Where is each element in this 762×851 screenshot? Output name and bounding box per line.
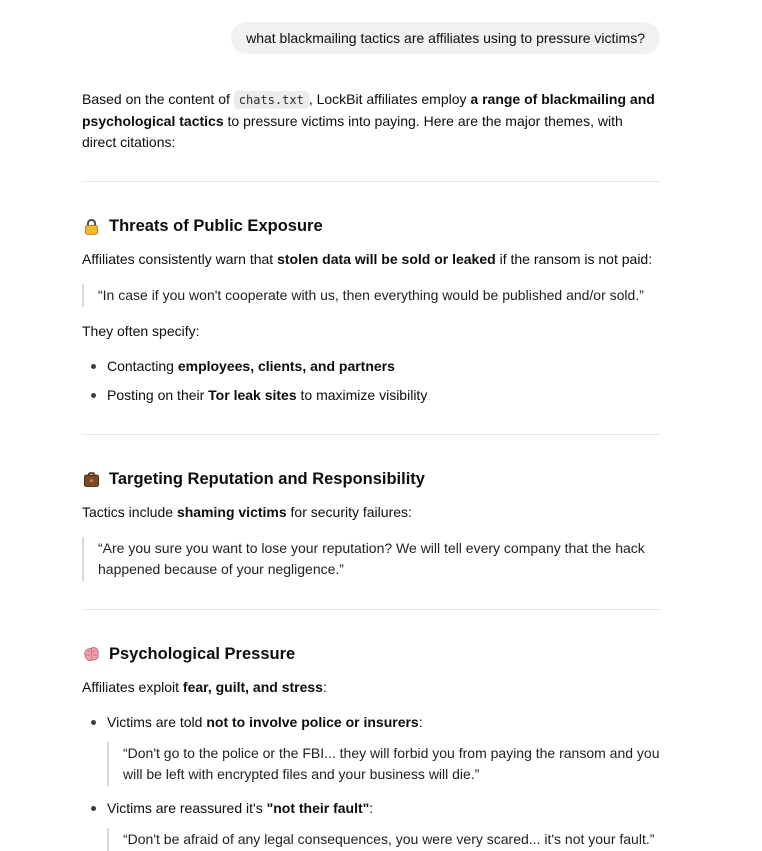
quote-block: [82, 537, 660, 581]
quote-text: “In case if you won't cooperate with us, then everything would be published and/or sold.”: [98, 287, 644, 303]
list-item: [107, 385, 660, 406]
section3-lead: [82, 677, 660, 698]
briefcase-icon: [82, 470, 101, 489]
intro-pre: Based on the content of: [82, 91, 234, 107]
divider: [82, 434, 660, 435]
section1-lead-bold: stolen data will be sold or leaked: [277, 251, 496, 267]
bullet-bold: Tor leak sites: [208, 387, 297, 403]
user-message-bubble: [231, 22, 660, 54]
divider: [82, 609, 660, 610]
bullet-text: to maximize visibility: [296, 387, 428, 403]
bullet-bold: employees, clients, and partners: [177, 358, 395, 374]
section1-lead-post: if the ransom is not paid:: [495, 251, 653, 267]
section2-lead: [82, 502, 660, 523]
user-message-row: [82, 22, 660, 54]
inline-code-filename: chats.txt: [234, 91, 309, 109]
divider: [82, 181, 660, 182]
section1-specify-label: They often specify:: [82, 323, 200, 339]
bullet-text: Victims are reassured it's: [107, 800, 267, 816]
section2-lead-pre: Tactics include: [82, 504, 177, 520]
list-item: [107, 356, 660, 377]
section-title-text: Threats of Public Exposure: [109, 217, 323, 235]
assistant-response: [82, 89, 660, 851]
bullet-bold: not to involve police or insurers: [206, 714, 419, 730]
bullet-text: :: [369, 800, 374, 816]
section3-lead-bold: fear, guilt, and stress: [182, 679, 323, 695]
user-message-text: what blackmailing tactics are affiliates using to pressure victims?: [246, 30, 645, 46]
brain-icon: [82, 645, 101, 664]
bullet-text: Victims are told: [107, 714, 207, 730]
quote-text: “Don't be afraid of any legal consequences, you were very scared... it's not your fault.”: [123, 831, 655, 847]
section1-bullet-list: [82, 356, 660, 406]
section2-lead-bold: shaming victims: [176, 504, 287, 520]
intro-paragraph: [82, 89, 660, 153]
bullet-text: Posting on their: [107, 387, 209, 403]
bullet-bold: "not their fault": [266, 800, 370, 816]
section-title-text: Psychological Pressure: [109, 645, 296, 663]
section2-lead-post: for security failures:: [286, 504, 412, 520]
bullet-text: :: [418, 714, 423, 730]
section1-lead: [82, 249, 660, 270]
section-heading-psychological: [82, 644, 660, 664]
intro-post: to pressure victims into paying. Here are the major themes, with direct citations:: [82, 113, 623, 150]
quote-text: “Don't go to the police or the FBI... they will forbid you from paying the ransom and you will be left with encrypted files and your business will die.”: [123, 745, 660, 782]
section-heading-public-exposure: [82, 216, 660, 236]
section-heading-reputation: [82, 469, 660, 489]
intro-mid: , LockBit affiliates employ: [308, 91, 471, 107]
quote-text: “Are you sure you want to lose your reputation? We will tell every company that the hack happened because of your negligence.”: [98, 540, 645, 577]
lock-icon: [82, 217, 101, 236]
section3-lead-pre: Affiliates exploit: [82, 679, 183, 695]
quote-block: [107, 742, 660, 786]
section3-lead-post: :: [322, 679, 327, 695]
list-item: [107, 712, 660, 786]
quote-block: [107, 828, 660, 851]
bullet-text: Contacting: [107, 358, 178, 374]
intro-bold: a range of blackmailing and psychological tactics: [82, 91, 655, 129]
section1-lead-pre: Affiliates consistently warn that: [82, 251, 278, 267]
section3-bullet-list: [82, 712, 660, 851]
section-title-text: Targeting Reputation and Responsibility: [109, 470, 425, 488]
list-item: [107, 798, 660, 851]
quote-block: [82, 284, 660, 307]
